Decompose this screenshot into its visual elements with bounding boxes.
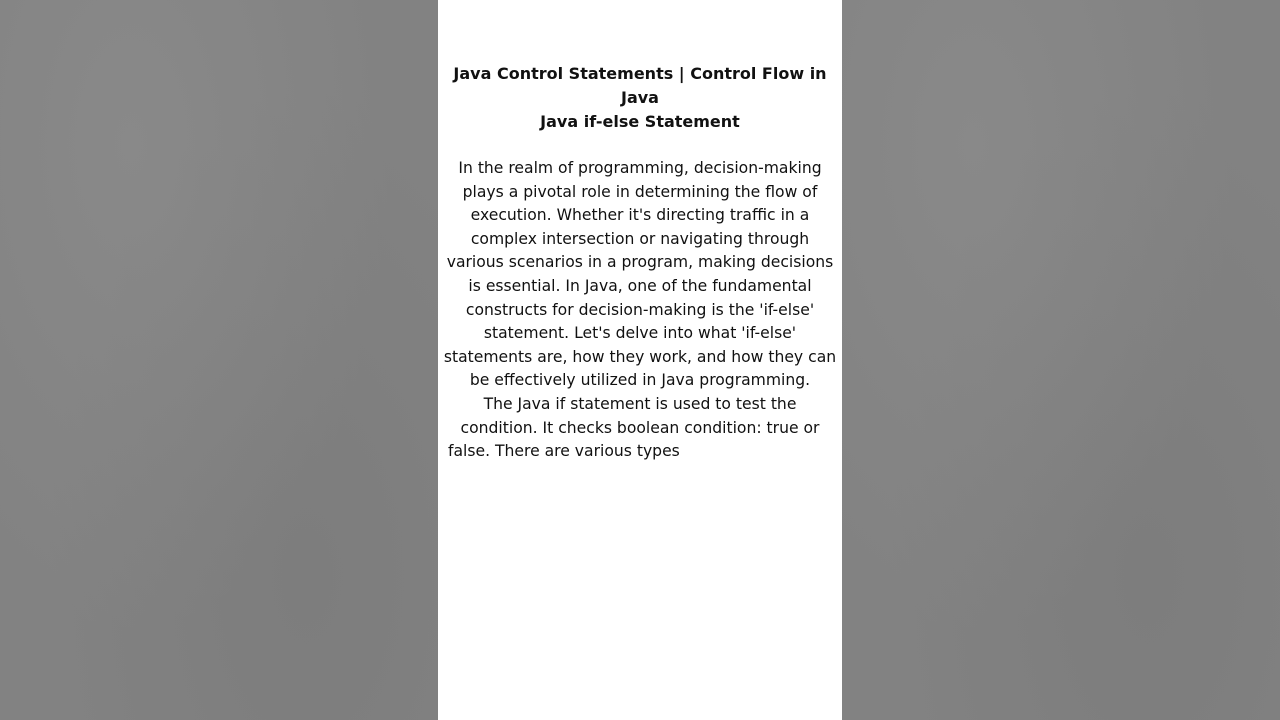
body-line: be effectively utilized in Java programming. bbox=[469, 371, 811, 390]
page-title: Java Control Statements | Control Flow in Java bbox=[453, 64, 827, 107]
body-line: condition. It checks boolean condition: true or bbox=[460, 418, 820, 437]
document-page bbox=[438, 0, 842, 720]
body-line: constructs for decision-making is the 'if-else' bbox=[465, 300, 815, 319]
body-line: is essential. In Java, one of the fundamental bbox=[468, 276, 812, 295]
body-line: various scenarios in a program, making decisions bbox=[446, 253, 834, 272]
body-line: complex intersection or navigating through bbox=[470, 229, 810, 248]
body-line: statements are, how they work, and how they can bbox=[443, 347, 837, 366]
blurred-background-right bbox=[842, 0, 1280, 720]
body-line: execution. Whether it's directing traffic in a bbox=[470, 206, 810, 225]
blurred-background-left bbox=[0, 0, 438, 720]
body-line: statement. Let's delve into what 'if-else' bbox=[483, 324, 797, 343]
body-line: In the realm of programming, decision-making bbox=[458, 159, 822, 177]
body-line: The Java if statement is used to test the bbox=[483, 394, 797, 413]
body-line: false. There are various types bbox=[448, 442, 680, 461]
body-line: plays a pivotal role in determining the flow of bbox=[462, 182, 818, 201]
section-heading: Java if-else Statement bbox=[540, 112, 740, 131]
body-paragraph bbox=[438, 157, 842, 464]
